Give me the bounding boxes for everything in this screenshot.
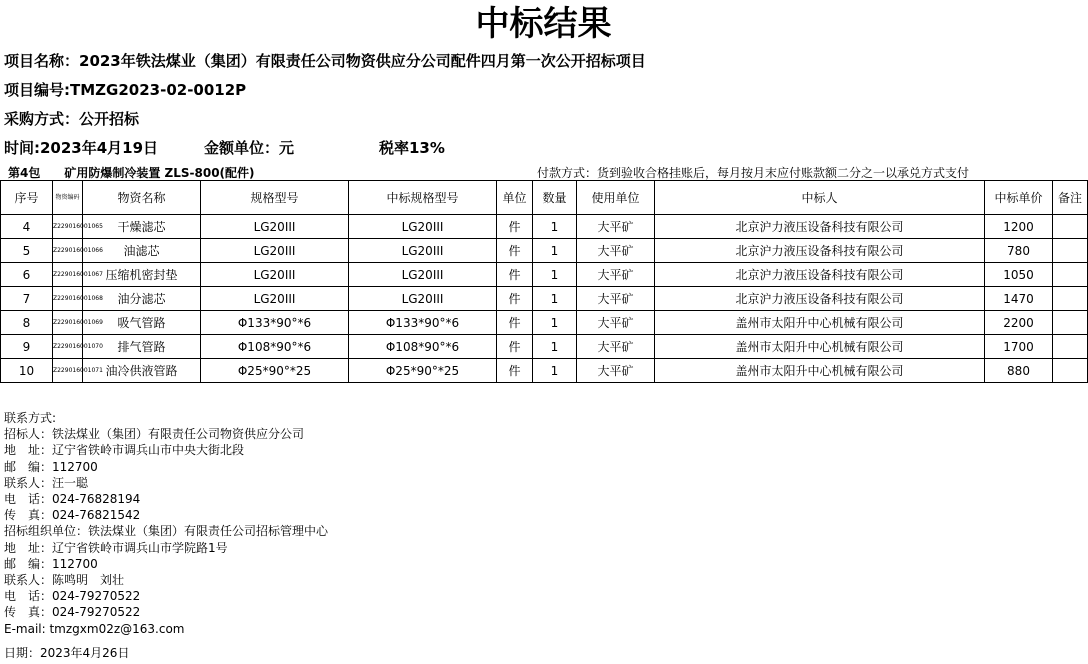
table-cell: 件 <box>497 335 533 359</box>
table-cell: 北京沪力液压设备科技有限公司 <box>655 287 985 311</box>
table-cell: 吸气管路 <box>83 311 201 335</box>
header-cell: 物资名称 <box>83 181 201 215</box>
table-cell: 2200 <box>985 311 1053 335</box>
table-cell <box>1053 311 1088 335</box>
payment-terms: 付款方式：货到验收合格挂账后，每月按月末应付账款额二分之一以承兑方式支付 <box>537 166 970 180</box>
table-cell: 大平矿 <box>577 287 655 311</box>
table-cell: 1 <box>533 359 577 383</box>
table-cell: 件 <box>497 239 533 263</box>
table-cell: 北京沪力液压设备科技有限公司 <box>655 239 985 263</box>
table-cell: Φ25*90°*25 <box>201 359 349 383</box>
table-cell: 油冷供液管路 <box>83 359 201 383</box>
table-row <box>1 215 1088 239</box>
table-cell: Φ108*90°*6 <box>201 335 349 359</box>
table-cell: LG20III <box>349 287 497 311</box>
table-row <box>1 359 1088 383</box>
contact-line: 地 址：辽宁省铁岭市调兵山市中央大街北段 <box>4 443 245 458</box>
tax-rate: 税率13% <box>379 139 445 157</box>
page-title: 中标结果 <box>475 4 612 44</box>
table-cell: 4 <box>1 215 53 239</box>
table-cell: 大平矿 <box>577 263 655 287</box>
contact-line: E-mail: tmzgxm02z@163.com <box>4 621 185 636</box>
table-cell: 1200 <box>985 215 1053 239</box>
contact-line: 联系方式: <box>4 411 57 425</box>
table-cell <box>1053 239 1088 263</box>
header-cell: 中标规格型号 <box>349 181 497 215</box>
table-cell: 件 <box>497 215 533 239</box>
project-name: 项目名称：2023年铁法煤业（集团）有限责任公司物资供应分公司配件四月第一次公开招标项目 <box>4 52 646 70</box>
currency-unit: 金额单位：元 <box>204 139 295 157</box>
table-cell: 9 <box>1 335 53 359</box>
header-cell: 单位 <box>497 181 533 215</box>
table-cell: Z229016001065 <box>53 215 83 239</box>
table-cell: Φ108*90°*6 <box>349 335 497 359</box>
table-cell: 1 <box>533 335 577 359</box>
table-cell <box>1053 215 1088 239</box>
table-row <box>1 287 1088 311</box>
table-cell: 1050 <box>985 263 1053 287</box>
table-cell <box>1053 263 1088 287</box>
contact-line: 传 真：024-76821542 <box>4 508 141 523</box>
table-cell: LG20III <box>201 263 349 287</box>
document-date: 日期：2023年4月26日 <box>4 646 130 660</box>
header-cell: 中标人 <box>655 181 985 215</box>
table-cell: 大平矿 <box>577 311 655 335</box>
table-cell: 780 <box>985 239 1053 263</box>
contact-line: 联系人：陈鸣明 刘壮 <box>4 573 125 588</box>
table-cell: 件 <box>497 359 533 383</box>
table-cell: 干燥滤芯 <box>83 215 201 239</box>
contact-line: 电 话：024-76828194 <box>4 492 141 507</box>
table-cell: Z229016001067 <box>53 263 83 287</box>
contact-line: 招标组织单位：铁法煤业（集团）有限责任公司招标管理中心 <box>4 524 329 539</box>
table-cell: LG20III <box>349 263 497 287</box>
table-cell: 件 <box>497 263 533 287</box>
table-cell: 油分滤芯 <box>83 287 201 311</box>
table-cell: 1 <box>533 239 577 263</box>
contact-line: 邮 编：112700 <box>4 556 98 571</box>
table-cell: 1 <box>533 263 577 287</box>
header-cell: 序号 <box>1 181 53 215</box>
package-label: 第4包 矿用防爆制冷装置 ZLS-800(配件) <box>8 166 255 180</box>
table-cell: LG20III <box>201 215 349 239</box>
table-cell: 6 <box>1 263 53 287</box>
header-cell: 数量 <box>533 181 577 215</box>
header-cell: 备注 <box>1053 181 1088 215</box>
table-row <box>1 335 1088 359</box>
contact-line: 招标人：铁法煤业（集团）有限责任公司物资供应分公司 <box>4 427 305 442</box>
table-cell: 大平矿 <box>577 335 655 359</box>
info-line <box>4 138 445 158</box>
table-cell <box>1053 335 1088 359</box>
contact-line: 邮 编：112700 <box>4 459 98 474</box>
table-cell: 盖州市太阳升中心机械有限公司 <box>655 335 985 359</box>
table-cell: 8 <box>1 311 53 335</box>
table-cell: LG20III <box>201 239 349 263</box>
award-date: 时间:2023年4月19日 <box>4 139 159 157</box>
contact-line: 联系人：汪一聪 <box>4 475 89 490</box>
header-cell: 规格型号 <box>201 181 349 215</box>
header-cell: 中标单价 <box>985 181 1053 215</box>
table-cell: 压缩机密封垫 <box>83 263 201 287</box>
contact-info <box>4 410 328 637</box>
table-cell: Φ133*90°*6 <box>349 311 497 335</box>
contact-line: 电 话：024-79270522 <box>4 589 141 604</box>
table-cell: Z229016001066 <box>53 239 83 263</box>
table-cell: 1 <box>533 287 577 311</box>
header-cell: 物资编码 <box>53 181 83 215</box>
table-cell: 10 <box>1 359 53 383</box>
table-cell: 7 <box>1 287 53 311</box>
contact-line: 地 址：辽宁省铁岭市调兵山市学院路1号 <box>4 540 228 555</box>
table-cell: 北京沪力液压设备科技有限公司 <box>655 263 985 287</box>
table-cell: Z229016001071 <box>53 359 83 383</box>
table-cell: 大平矿 <box>577 215 655 239</box>
contact-line: 传 真：024-79270522 <box>4 605 141 620</box>
table-cell: 油滤芯 <box>83 239 201 263</box>
table-row <box>1 311 1088 335</box>
table-cell: 件 <box>497 311 533 335</box>
table-cell: Φ25*90°*25 <box>349 359 497 383</box>
table-cell: 1 <box>533 311 577 335</box>
table-cell: 排气管路 <box>83 335 201 359</box>
table-cell: 880 <box>985 359 1053 383</box>
table-header-row <box>1 181 1088 215</box>
table-cell: 1 <box>533 215 577 239</box>
table-row <box>1 263 1088 287</box>
table-cell: Z229016001068 <box>53 287 83 311</box>
table-cell: 1470 <box>985 287 1053 311</box>
results-table <box>0 180 1088 383</box>
purchase-method: 采购方式：公开招标 <box>4 110 140 128</box>
table-cell: 1700 <box>985 335 1053 359</box>
table-cell: 5 <box>1 239 53 263</box>
table-cell: Z229016001069 <box>53 311 83 335</box>
table-cell: 盖州市太阳升中心机械有限公司 <box>655 359 985 383</box>
table-cell: 大平矿 <box>577 239 655 263</box>
table-cell <box>1053 359 1088 383</box>
table-row <box>1 239 1088 263</box>
project-number: 项目编号:TMZG2023-02-0012P <box>4 81 247 99</box>
table-cell: Z229016001070 <box>53 335 83 359</box>
table-cell: 盖州市太阳升中心机械有限公司 <box>655 311 985 335</box>
table-cell: LG20III <box>349 215 497 239</box>
table-cell <box>1053 287 1088 311</box>
table-cell: 大平矿 <box>577 359 655 383</box>
table-cell: 件 <box>497 287 533 311</box>
header-cell: 使用单位 <box>577 181 655 215</box>
table-cell: LG20III <box>201 287 349 311</box>
table-cell: LG20III <box>349 239 497 263</box>
table-cell: Φ133*90°*6 <box>201 311 349 335</box>
table-cell: 北京沪力液压设备科技有限公司 <box>655 215 985 239</box>
